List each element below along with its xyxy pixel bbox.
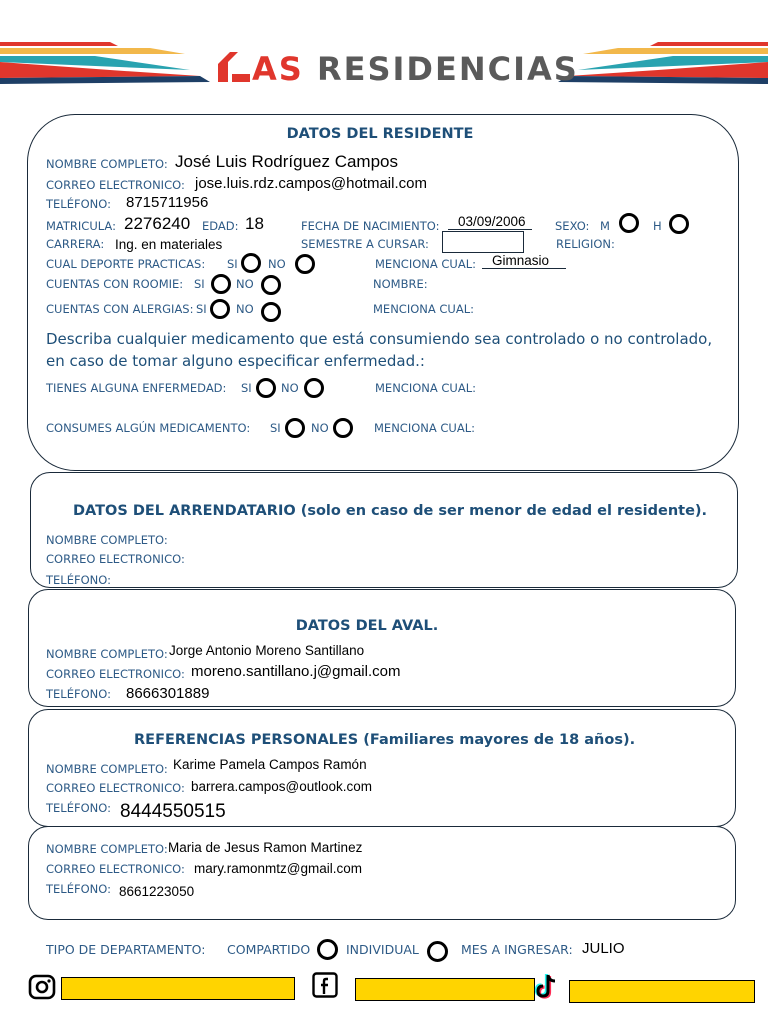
residente-nombre: José Luis Rodríguez Campos <box>175 152 399 171</box>
ref2-nombre-label: NOMBRE COMPLETO: <box>46 842 168 856</box>
residente-matricula-label: MATRICULA: <box>46 219 116 233</box>
residente-alergias-label: CUENTAS CON ALERGIAS: <box>46 302 194 316</box>
arrendatario-telefono-label: TELÉFONO: <box>46 573 111 587</box>
residente-fecha-label: FECHA DE NACIMIENTO: <box>301 219 440 233</box>
ref1-nombre-label: NOMBRE COMPLETO: <box>46 762 168 776</box>
residente-carrera-label: CARRERA: <box>46 237 105 251</box>
alergias-no-radio[interactable] <box>261 302 281 322</box>
roomie-si-radio[interactable] <box>211 274 231 294</box>
residente-sexo-m-label: M <box>600 219 610 233</box>
tiktok-icon <box>533 972 563 1000</box>
deporte-menciona-label: MENCIONA CUAL: <box>375 257 476 271</box>
residente-enfermedad-label: TIENES ALGUNA ENFERMEDAD: <box>46 381 227 395</box>
brand-name <box>252 49 579 89</box>
residente-sexo-h-label: H <box>653 219 662 233</box>
sexo-h-radio[interactable] <box>669 214 689 234</box>
instagram-icon <box>28 974 56 1000</box>
roomie-no-radio[interactable] <box>261 275 281 295</box>
instagram-input[interactable] <box>61 977 295 1000</box>
mes-value: JULIO <box>582 940 625 957</box>
medicamento-instructions-line2: en caso de tomar alguno especificar enfermedad.: <box>46 352 425 370</box>
residente-carrera: Ing. en materiales <box>115 237 223 252</box>
enfermedad-si-label: SI <box>241 381 252 395</box>
residente-deporte: Gimnasio <box>492 253 550 268</box>
residente-telefono: 8715711956 <box>126 194 209 211</box>
residente-sexo-label: SEXO: <box>555 219 590 233</box>
medicamento-si-radio[interactable] <box>285 418 305 438</box>
ref1-telefono: 8444550515 <box>120 801 226 822</box>
aval-correo-label: CORREO ELECTRONICO: <box>46 667 185 681</box>
header-stripes-right <box>558 40 768 90</box>
ref1-correo: barrera.campos@outlook.com <box>191 779 373 794</box>
brand-logo-icon <box>216 50 252 84</box>
deporte-no-label: NO <box>268 257 286 271</box>
arrendatario-correo-label: CORREO ELECTRONICO: <box>46 552 185 566</box>
aval-telefono: 8666301889 <box>126 685 210 702</box>
facebook-icon <box>312 972 338 998</box>
medicamento-no-radio[interactable] <box>333 418 353 438</box>
brand-name-part2: RESIDENCIAS <box>303 50 579 88</box>
residente-semestre-label: SEMESTRE A CURSAR: <box>301 237 429 251</box>
residente-roomie-label: CUENTAS CON ROOMIE: <box>46 277 184 291</box>
alergias-menciona-label: MENCIONA CUAL: <box>373 302 474 316</box>
residente-title: DATOS DEL RESIDENTE <box>286 126 474 142</box>
compartido-label: COMPARTIDO <box>227 942 311 957</box>
roomie-si-label: SI <box>194 277 205 291</box>
residente-religion-label: RELIGION: <box>556 237 615 251</box>
ref1-telefono-label: TELÉFONO: <box>46 801 111 815</box>
medicamento-si-label: SI <box>270 421 281 435</box>
individual-label: INDIVIDUAL <box>346 942 419 957</box>
residente-nombre-label: NOMBRE COMPLETO: <box>46 157 168 171</box>
enfermedad-no-label: NO <box>281 381 299 395</box>
ref2-telefono: 8661223050 <box>119 884 195 899</box>
enfermedad-si-radio[interactable] <box>256 378 276 398</box>
residente-medicamento-label: CONSUMES ALGÚN MEDICAMENTO: <box>46 421 251 435</box>
tiktok-input[interactable] <box>569 980 755 1003</box>
ref2-correo: mary.ramonmtz@gmail.com <box>194 861 362 876</box>
residente-edad-label: EDAD: <box>202 219 239 233</box>
aval-title: DATOS DEL AVAL. <box>295 618 439 634</box>
alergias-si-label: SI <box>196 302 207 316</box>
ref2-telefono-label: TELÉFONO: <box>46 882 111 896</box>
roomie-nombre-label: NOMBRE: <box>373 277 428 291</box>
residente-telefono-label: TELÉFONO: <box>46 197 111 211</box>
medicamento-menciona-label: MENCIONA CUAL: <box>374 421 475 435</box>
residente-matricula: 2276240 <box>124 214 191 233</box>
ref2-nombre: Maria de Jesus Ramon Martinez <box>168 840 363 855</box>
arrendatario-title: DATOS DEL ARRENDATARIO (solo en caso de ser menor de edad el residente). <box>73 503 708 519</box>
brand-name-part1: AS <box>252 50 304 88</box>
aval-nombre: Jorge Antonio Moreno Santillano <box>169 643 365 658</box>
medicamento-no-label: NO <box>311 421 329 435</box>
enfermedad-no-radio[interactable] <box>304 378 324 398</box>
deporte-underline <box>482 268 566 269</box>
fecha-underline <box>448 229 532 230</box>
residente-correo: jose.luis.rdz.campos@hotmail.com <box>195 175 427 192</box>
arrendatario-section <box>30 472 738 588</box>
deporte-no-radio[interactable] <box>295 254 315 274</box>
deporte-si-label: SI <box>227 257 238 271</box>
residente-edad: 18 <box>245 214 264 233</box>
semestre-input[interactable] <box>442 231 524 253</box>
roomie-no-label: NO <box>236 277 254 291</box>
individual-radio[interactable] <box>427 941 448 962</box>
mes-label: MES A INGRESAR: <box>461 942 573 957</box>
residente-correo-label: CORREO ELECTRONICO: <box>46 178 185 192</box>
tipo-departamento-label: TIPO DE DEPARTAMENTO: <box>46 942 206 957</box>
compartido-radio[interactable] <box>317 939 338 960</box>
alergias-si-radio[interactable] <box>210 299 230 319</box>
header-stripes-left <box>0 40 210 90</box>
sexo-m-radio[interactable] <box>619 213 639 233</box>
medicamento-instructions <box>46 328 736 372</box>
medicamento-instructions-line1: Describa cualquier medicamento que está consumiendo sea controlado o no controlado, <box>46 330 713 348</box>
deporte-si-radio[interactable] <box>241 253 261 273</box>
alergias-no-label: NO <box>236 302 254 316</box>
enfermedad-menciona-label: MENCIONA CUAL: <box>375 381 476 395</box>
facebook-input[interactable] <box>355 978 535 1001</box>
residente-deporte-label: CUAL DEPORTE PRACTICAS: <box>46 257 206 271</box>
ref1-correo-label: CORREO ELECTRONICO: <box>46 781 185 795</box>
aval-correo: moreno.santillano.j@gmail.com <box>191 663 401 680</box>
arrendatario-nombre-label: NOMBRE COMPLETO: <box>46 533 168 547</box>
aval-nombre-label: NOMBRE COMPLETO: <box>46 647 168 661</box>
residente-fecha: 03/09/2006 <box>458 214 526 229</box>
ref2-correo-label: CORREO ELECTRONICO: <box>46 862 185 876</box>
aval-telefono-label: TELÉFONO: <box>46 687 111 701</box>
referencias-title: REFERENCIAS PERSONALES (Familiares mayores de 18 años). <box>134 732 636 748</box>
ref1-nombre: Karime Pamela Campos Ramón <box>173 757 367 772</box>
